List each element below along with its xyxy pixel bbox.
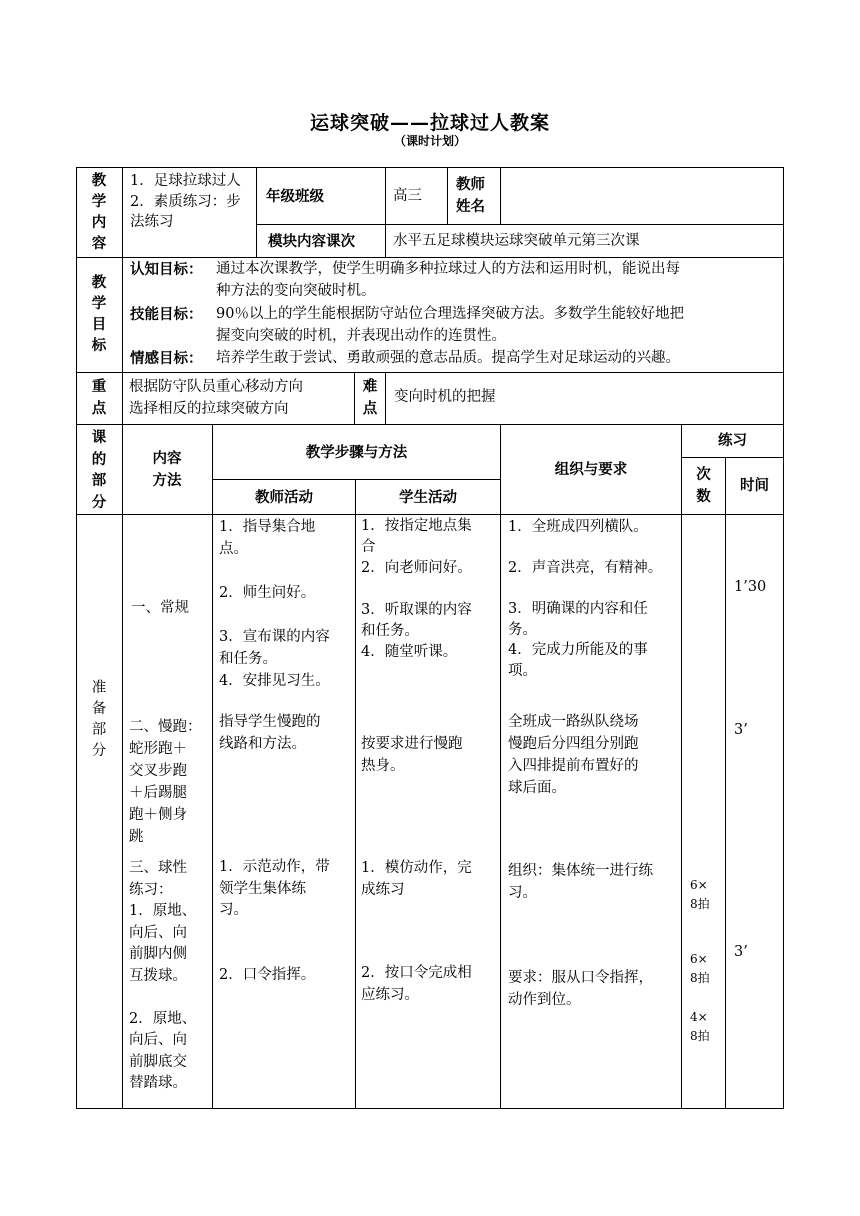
rule-key: [76, 372, 783, 373]
rule-body: [76, 514, 783, 515]
rule-time-col: [725, 457, 726, 1109]
rule-diff-col: [385, 372, 386, 424]
rule-steps: [212, 479, 501, 480]
prep-teacher-ball: 1．示范动作，带 领学生集体练 习。 2．口令指挥。: [219, 859, 330, 983]
teacher-activity-header: 教师活动: [255, 489, 313, 506]
content-text: 1．足球拉球过人 2．素质练习：步法练习: [130, 173, 241, 230]
rule-module: [256, 224, 783, 225]
rule-label-col: [122, 167, 123, 1109]
prep-time-2: 3’: [734, 722, 748, 738]
document-subtitle: （课时计划）: [393, 134, 466, 148]
goals-label: 教 学 目 标: [91, 274, 107, 354]
prep-count-3: 4× 8拍: [690, 1010, 710, 1043]
prep-student-ball-1: 1．模仿动作，完 成练习: [361, 860, 472, 898]
prep-count-1: 6× 8拍: [690, 878, 710, 911]
cognitive-line1: 通过本次课教学，使学生明确多种拉球过人的方法和运用时机，能说出每: [216, 261, 680, 277]
rule-module-col: [385, 224, 386, 257]
prep-content-jog: 二、慢跑： 蛇形跑＋ 交叉步跑 ＋后踢腿 跑＋侧身 跳: [129, 719, 202, 845]
content-label: 教 学 内 容: [91, 172, 107, 252]
emotion-text: 培养学生敢于尝试、勇敢顽强的意志品质。提高学生对足球运动的兴趣。: [216, 350, 680, 366]
prep-content-routine: 一、常规: [131, 600, 189, 616]
key-label: 重 点: [91, 378, 107, 417]
organization-header: 组织与要求: [554, 461, 628, 478]
difficulty-text: 变向时机的把握: [394, 389, 496, 405]
prep-part-label: 准 备 部 分: [91, 680, 107, 759]
content-method-header: 内容 方法: [152, 450, 182, 489]
prep-time-3: 3’: [734, 944, 748, 960]
rule-method-col: [212, 424, 213, 1109]
rule-content-col: [256, 167, 257, 257]
prep-count-2: 6× 8拍: [690, 952, 710, 985]
student-activity-header: 学生活动: [399, 489, 457, 506]
prep-teacher-routine: 1．指导集合地 点。 2．师生问好。 3．宣布课的内容 和任务。 4．安排见习生。: [219, 519, 330, 689]
rule-header: [76, 424, 783, 425]
prep-teacher-jog: 指导学生慢跑的 线路和方法。: [219, 714, 321, 752]
times-header: 次 数: [696, 466, 711, 505]
skill-line1: 90％以上的学生能根据防守站位合理选择突破方法。多数学生能较好地把: [216, 306, 684, 322]
module-value: 水平五足球模块运球突破单元第三次课: [393, 233, 640, 249]
rule-practice: [681, 457, 783, 458]
prep-student-routine: 1．按指定地点集 合 2．向老师问好。 3．听取课的内容 和任务。 4．随堂听课。: [361, 518, 472, 660]
rule-key-col: [354, 372, 355, 424]
module-label: 模块内容课次: [268, 233, 355, 250]
rule-student-col: [355, 479, 356, 1109]
teacher-label: 教师 姓名: [456, 176, 485, 215]
document-title: 运球突破——拉球过人教案: [309, 112, 550, 134]
grade-value: 高三: [393, 188, 422, 204]
duration-header: 时间: [740, 477, 769, 494]
prep-org-jog: 全班成一路纵队绕场 慢跑后分四组分别跑 入四排提前布置好的 球后面。: [508, 714, 639, 796]
rule-right: [783, 167, 784, 1109]
rule-teacher-col: [500, 167, 501, 224]
emotion-label: 情感目标：: [130, 350, 203, 367]
prep-org-ball-1: 组织：集体统一进行练 习。: [508, 863, 653, 901]
prep-time-1: 1’30: [734, 579, 767, 595]
grade-label: 年级班级: [266, 188, 324, 205]
skill-label: 技能目标：: [130, 306, 203, 323]
part-header: 课 的 部 分: [91, 429, 107, 511]
rule-left: [76, 167, 77, 1109]
key-text: 根据防守队员重心移动方向 选择相反的拉球突破方向: [129, 379, 303, 417]
steps-header: 教学步骤与方法: [305, 444, 408, 461]
prep-student-ball-2: 2．按口令完成相 应练习。: [361, 965, 472, 1003]
skill-line2: 握变向突破的时机，并表现出动作的连贯性。: [216, 328, 506, 344]
cognitive-line2: 种方法的变向突破时机。: [216, 283, 376, 299]
practice-header: 练习: [718, 432, 747, 449]
rule-bottom: [76, 1108, 783, 1109]
prep-student-jog: 按要求进行慢跑 热身。: [361, 736, 463, 774]
rule-top: [76, 167, 783, 168]
cognitive-label: 认知目标：: [130, 261, 203, 278]
prep-content-ball: 三、球性 练习： 1．原地、 向后、向 前脚内侧 互拨球。 2．原地、 向后、向 前脚底交 替踏球。: [129, 860, 197, 1091]
rule-count-col: [681, 424, 682, 1109]
rule-org-col: [500, 424, 501, 1109]
rule-goals: [76, 257, 783, 258]
rule-grade-value-col: [447, 167, 448, 224]
difficulty-label: 难 点: [362, 378, 378, 417]
prep-org-routine: 1．全班成四列横队。 2．声音洪亮，有精神。 3．明确课的内容和任 务。 4．完成力所能及的事 项。: [508, 519, 663, 679]
prep-org-ball-2: 要求：服从口令指挥， 动作到位。: [508, 970, 653, 1008]
rule-grade-col: [385, 167, 386, 224]
